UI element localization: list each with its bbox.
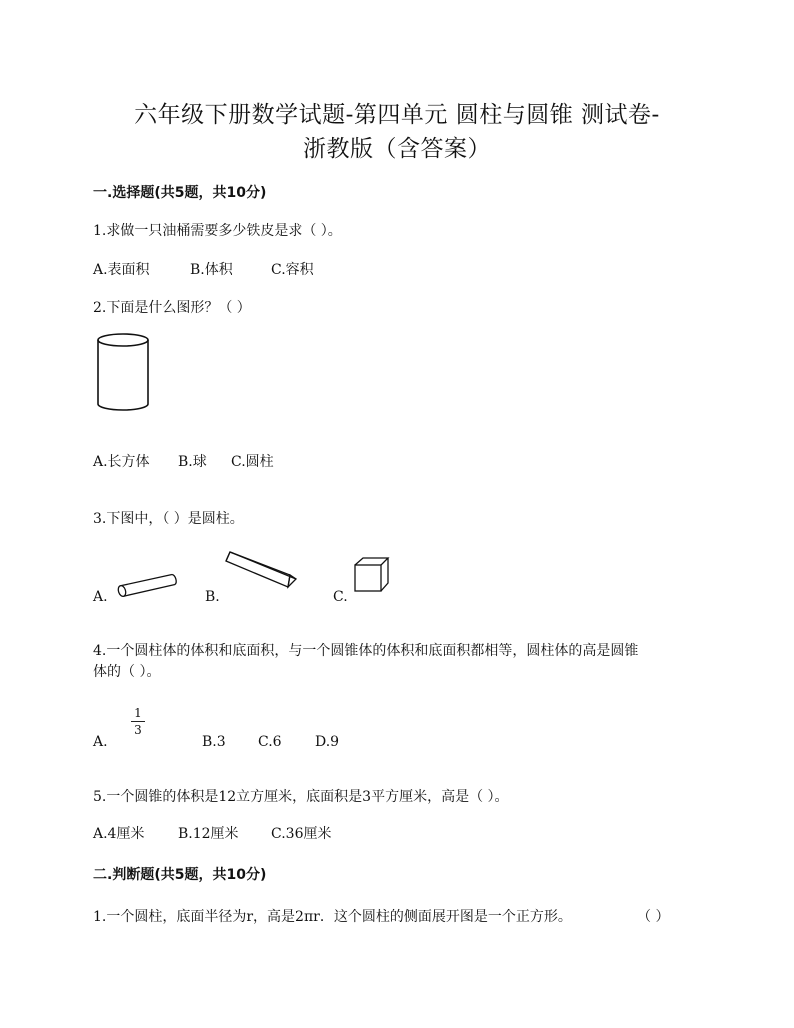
fraction-denominator: 3: [134, 723, 142, 737]
q5-option-b: B.12厘米: [178, 826, 239, 842]
q4-option-d: D.9: [315, 734, 340, 750]
q3-option-a: A.: [93, 589, 108, 605]
q2-option-c: C.圆柱: [231, 454, 274, 470]
fraction-numerator: 1: [134, 706, 142, 720]
question4-text-line2: 体的（ ）。: [93, 664, 161, 680]
section2-question1-text: 1.一个圆柱，底面半径为r，高是2πr．这个圆柱的侧面展开图是一个正方形。: [93, 909, 572, 925]
question2-text: 2.下面是什么图形？（ ）: [93, 300, 251, 316]
rod-cylinder-figure: [115, 572, 179, 598]
question3-text: 3.下图中，（ ）是圆柱。: [93, 511, 244, 527]
q4-option-c: C.6: [258, 734, 282, 750]
cube-figure: [353, 556, 391, 594]
section2-question1-blank: （ ）: [637, 909, 670, 925]
q1-option-c: C.容积: [271, 262, 314, 278]
q2-option-b: B.球: [178, 454, 207, 470]
q5-option-c: C.36厘米: [271, 826, 332, 842]
q4-option-a-fraction: [131, 706, 145, 737]
page-title-line2: 浙教版（含答案）: [303, 136, 491, 162]
q1-option-a: A.表面积: [93, 262, 150, 278]
q4-option-b: B.3: [202, 734, 226, 750]
triangular-prism-figure: [222, 551, 298, 595]
q2-option-a: A.长方体: [93, 454, 150, 470]
q1-option-b: B.体积: [190, 262, 233, 278]
q3-option-b: B.: [205, 589, 220, 605]
cylinder-figure: [96, 332, 156, 414]
section2-heading: 二.判断题(共5题，共10分): [93, 867, 267, 883]
q4-option-a: A.: [93, 734, 108, 750]
question5-text: 5.一个圆锥的体积是12立方厘米，底面积是3平方厘米，高是（ ）。: [93, 789, 509, 805]
fraction-bar: [131, 721, 145, 722]
question1-text: 1.求做一只油桶需要多少铁皮是求（ ）。: [93, 223, 342, 239]
q5-option-a: A.4厘米: [93, 826, 145, 842]
page-title-line1: 六年级下册数学试题-第四单元 圆柱与圆锥 测试卷-: [134, 102, 660, 128]
section1-heading: 一.选择题(共5题，共10分): [93, 185, 267, 201]
question4-text-line1: 4.一个圆柱体的体积和底面积，与一个圆锥体的体积和底面积都相等，圆柱体的高是圆锥: [93, 643, 639, 659]
q3-option-c: C.: [333, 589, 348, 605]
